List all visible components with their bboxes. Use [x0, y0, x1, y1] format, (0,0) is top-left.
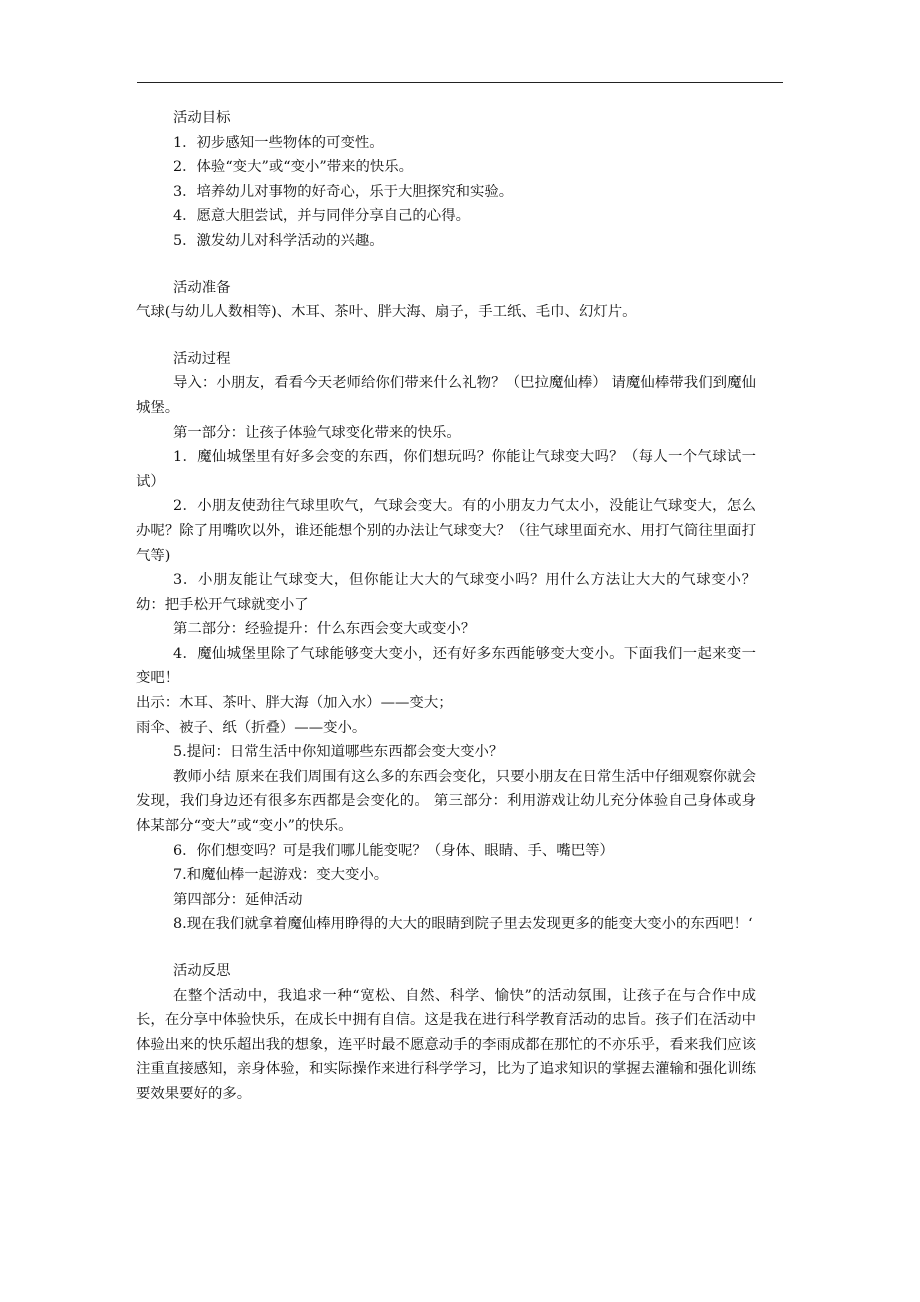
- process-paragraph: 第四部分：延伸活动: [173, 891, 303, 908]
- header-rule: [137, 82, 783, 83]
- document-body: [136, 106, 793, 1107]
- process-paragraph: 教师小结 原来在我们周围有这么多的东西会变化，只要小朋友在日常生活中仔细观察你就会发现，我们身边还有很多东西都是会变化的。 第三部分：利用游戏让幼儿充分体验自己身体或身体某部分“变大”或“变小”的快乐。: [136, 768, 756, 835]
- goal-item: 3．培养幼儿对事物的好奇心，乐于大胆探究和实验。: [173, 183, 514, 200]
- section-title-process: 活动过程: [173, 350, 231, 367]
- section-title-goals: 活动目标: [173, 110, 231, 126]
- reflect-text: 在整个活动中，我追求一种“宽松、自然、科学、愉快”的活动氛围，让孩子在与合作中成长，在分享中体验快乐，在成长中拥有自信。这是我在进行科学教育活动的忠旨。孩子们在活动中体验出来的快乐超出我的想象，连平时最不愿意动手的李雨成都在那忙的不亦乐乎，看来我们应该注重直接感知，亲身体验，和实际操作来进行科学学习，比为了追求知识的掌握去灌输和强化训练要效果要好的多。: [136, 987, 756, 1102]
- process-paragraph: 3．小朋友能让气球变大，但你能让大大的气球变小吗？用什么方法让大大的气球变小？幼：把手松开气球就变小了: [136, 572, 756, 613]
- section-title-reflect: 活动反思: [173, 963, 231, 979]
- process-paragraph: 7.和魔仙棒一起游戏：变大变小。: [173, 867, 389, 884]
- process-paragraph: 出示：木耳、茶叶、胖大海（加入水）——变大；: [136, 695, 453, 712]
- process-paragraph: 第一部分：让孩子体验气球变化带来的快乐。: [173, 424, 461, 441]
- prep-text: 气球(与幼儿人数相等)、木耳、茶叶、胖大海、扇子，手工纸、毛巾、幻灯片。: [136, 304, 637, 321]
- goal-item: 2．体验“变大”或“变小”带来的快乐。: [173, 159, 414, 176]
- process-paragraph: 导入：小朋友，看看今天老师给你们带来什么礼物？（巴拉魔仙棒） 请魔仙棒带我们到魔仙城堡。: [136, 375, 756, 416]
- goal-item: 5．激发幼儿对科学活动的兴趣。: [173, 232, 384, 249]
- process-paragraph: 2．小朋友使劲往气球里吹气，气球会变大。有的小朋友力气太小，没能让气球变大，怎么办呢？除了用嘴吹以外，谁还能想个别的办法让气球变大？（往气球里面充水、用打气筒往里面打气等): [136, 498, 756, 564]
- goal-item: 1．初步感知一些物体的可变性。: [173, 134, 384, 151]
- process-paragraph: 1．魔仙城堡里有好多会变的东西，你们想玩吗？你能让气球变大吗？（每人一个气球试一试）: [136, 449, 756, 490]
- process-paragraph: 5.提问：日常生活中你知道哪些东西都会变大变小？: [173, 744, 504, 761]
- process-paragraph: 6．你们想变吗？可是我们哪儿能变呢？（身体、眼睛、手、嘴巴等）: [173, 842, 614, 859]
- process-paragraph: 第二部分：经验提升：什么东西会变大或变小？: [173, 621, 476, 638]
- process-paragraph: 雨伞、被子、纸（折叠）——变小。: [136, 719, 367, 736]
- goal-item: 4．愿意大胆尝试，并与同伴分享自己的心得。: [173, 208, 470, 225]
- section-title-prep: 活动准备: [173, 279, 231, 296]
- process-paragraph: 4．魔仙城堡里除了气球能够变大变小，还有好多东西能够变大变小。下面我们一起来变一变吧！: [136, 645, 756, 687]
- process-paragraph: 8.现在我们就拿着魔仙棒用睁得的大大的眼睛到院子里去发现更多的能变大变小的东西吧！‘: [173, 916, 753, 933]
